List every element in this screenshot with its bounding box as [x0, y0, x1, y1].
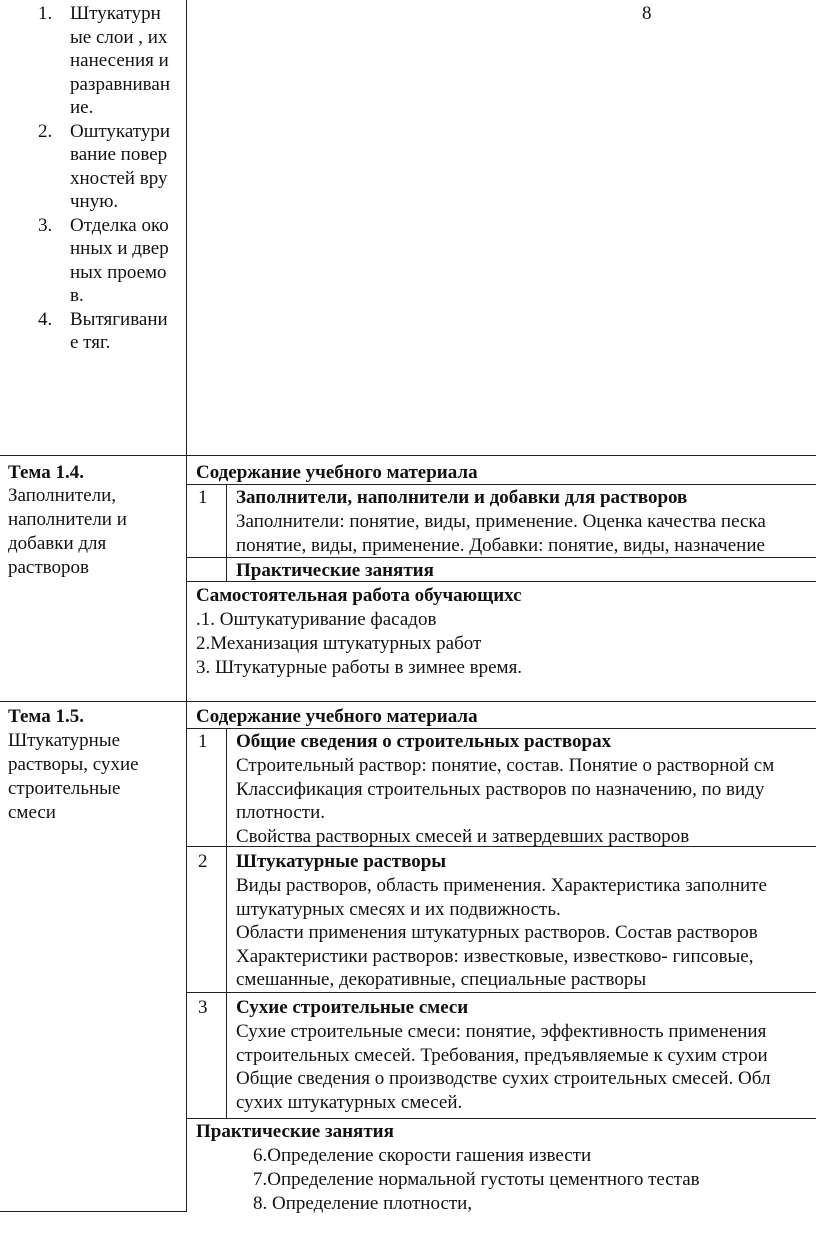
- description-line: понятие, виды, применение. Добавки: понятие, виды, назначение: [236, 534, 765, 556]
- list-item: [0, 120, 186, 214]
- item-number: 2: [198, 851, 208, 872]
- list-item-number: 3.: [38, 214, 53, 236]
- item-title: Заполнители, наполнители и добавки для растворов: [236, 487, 688, 508]
- work-steps-list: [0, 2, 186, 355]
- number-column-border-1-5: [226, 728, 227, 1118]
- content-header: Содержание учебного материала: [196, 706, 478, 727]
- list-item: [0, 2, 186, 120]
- topic-1-4-subtitle-line: растворов: [8, 557, 89, 578]
- practical-header: Практические занятия: [196, 1121, 394, 1142]
- description-line: Виды растворов, область применения. Характеристика заполните: [236, 875, 767, 896]
- left-column-border: [186, 0, 187, 1212]
- self-work-item: 2.Механизация штукатурных работ: [196, 633, 482, 654]
- description-line: Заполнители: понятие, виды, применение. Оценка качества песка: [236, 511, 766, 532]
- row-divider: [186, 1118, 816, 1119]
- item-description: [236, 874, 767, 992]
- topic-1-5-subtitle-line: смеси: [8, 802, 56, 823]
- description-line: Строительный раствор: понятие, состав. Понятие о растворной см: [236, 755, 775, 776]
- topic-1-5-subtitle-line: растворы, сухие: [8, 754, 139, 775]
- description-line: Свойства растворных смесей и затвердевших растворов: [236, 825, 690, 847]
- list-item: [0, 214, 186, 308]
- row-divider: [0, 701, 816, 702]
- description-line: строительных смесей. Требования, предъявляемые к сухим строи: [236, 1044, 768, 1066]
- item-description: [236, 754, 774, 848]
- practical-item: 6.Определение скорости гашения извести: [253, 1145, 592, 1166]
- row-divider: [0, 455, 816, 456]
- practical-header: Практические занятия: [236, 560, 434, 581]
- bottom-border: [0, 1211, 187, 1212]
- description-line: смешанные, декоративные, специальные растворы: [236, 969, 647, 990]
- description-line: сухих штукатурных смесей.: [236, 1091, 463, 1113]
- description-line: Сухие строительные смеси: понятие, эффективность применения: [236, 1021, 767, 1042]
- topic-1-4-subtitle-line: наполнители и: [8, 509, 127, 530]
- description-line: Характеристики растворов: известковые, известково- гипсовые,: [236, 945, 754, 967]
- list-item-number: 2.: [38, 120, 53, 142]
- item-description: [236, 510, 766, 557]
- topic-1-4-subtitle-line: добавки для: [8, 533, 107, 554]
- number-column-border-1-4: [226, 484, 227, 581]
- item-title: Общие сведения о строительных растворах: [236, 731, 612, 752]
- description-line: Классификация строительных растворов по назначению, по виду: [236, 778, 765, 800]
- list-item-text: Оштукатуривание поверхностей вручную.: [70, 120, 171, 212]
- topic-1-5-subtitle-line: Штукатурные: [8, 730, 121, 751]
- practical-item: 8. Определение плотности,: [253, 1193, 473, 1214]
- item-number: 1: [198, 731, 208, 752]
- hours-value: 8: [642, 3, 652, 24]
- list-item-text: Вытягивание тяг.: [70, 308, 168, 353]
- list-item-text: Штукатурные слои , их нанесения и разравнивание.: [70, 3, 171, 118]
- content-header: Содержание учебного материала: [196, 462, 478, 483]
- item-title: Сухие строительные смеси: [236, 997, 469, 1018]
- description-line: Области применения штукатурных растворов. Состав растворов: [236, 922, 758, 943]
- description-line: штукатурных смесях и их подвижность.: [236, 898, 561, 920]
- topic-1-4-subtitle-line: Заполнители,: [8, 485, 117, 506]
- item-description: [236, 1020, 770, 1114]
- self-work-item: 3. Штукатурные работы в зимнее время.: [196, 657, 523, 678]
- self-work-item: .1. Оштукатуривание фасадов: [196, 609, 437, 630]
- topic-1-5-title: Тема 1.5.: [8, 706, 84, 727]
- description-line: Общие сведения о производстве сухих строительных смесей. Обл: [236, 1068, 771, 1089]
- item-title: Штукатурные растворы: [236, 851, 447, 872]
- self-work-header: Самостоятельная работа обучающихс: [196, 585, 522, 606]
- topic-1-5-subtitle-line: строительные: [8, 778, 121, 799]
- list-item-number: 1.: [38, 3, 53, 24]
- list-item-text: Отделка оконных и дверных проемов.: [70, 214, 169, 306]
- list-item: [0, 308, 186, 355]
- item-number: 1: [198, 487, 208, 508]
- practical-item: 7.Определение нормальной густоты цементного тестав: [253, 1169, 700, 1190]
- list-item-number: 4.: [38, 308, 53, 330]
- description-line: плотности.: [236, 802, 325, 823]
- topic-1-4-title: Тема 1.4.: [8, 462, 84, 483]
- row-divider: [186, 557, 816, 558]
- row-divider: [186, 992, 816, 993]
- item-number: 3: [198, 997, 208, 1018]
